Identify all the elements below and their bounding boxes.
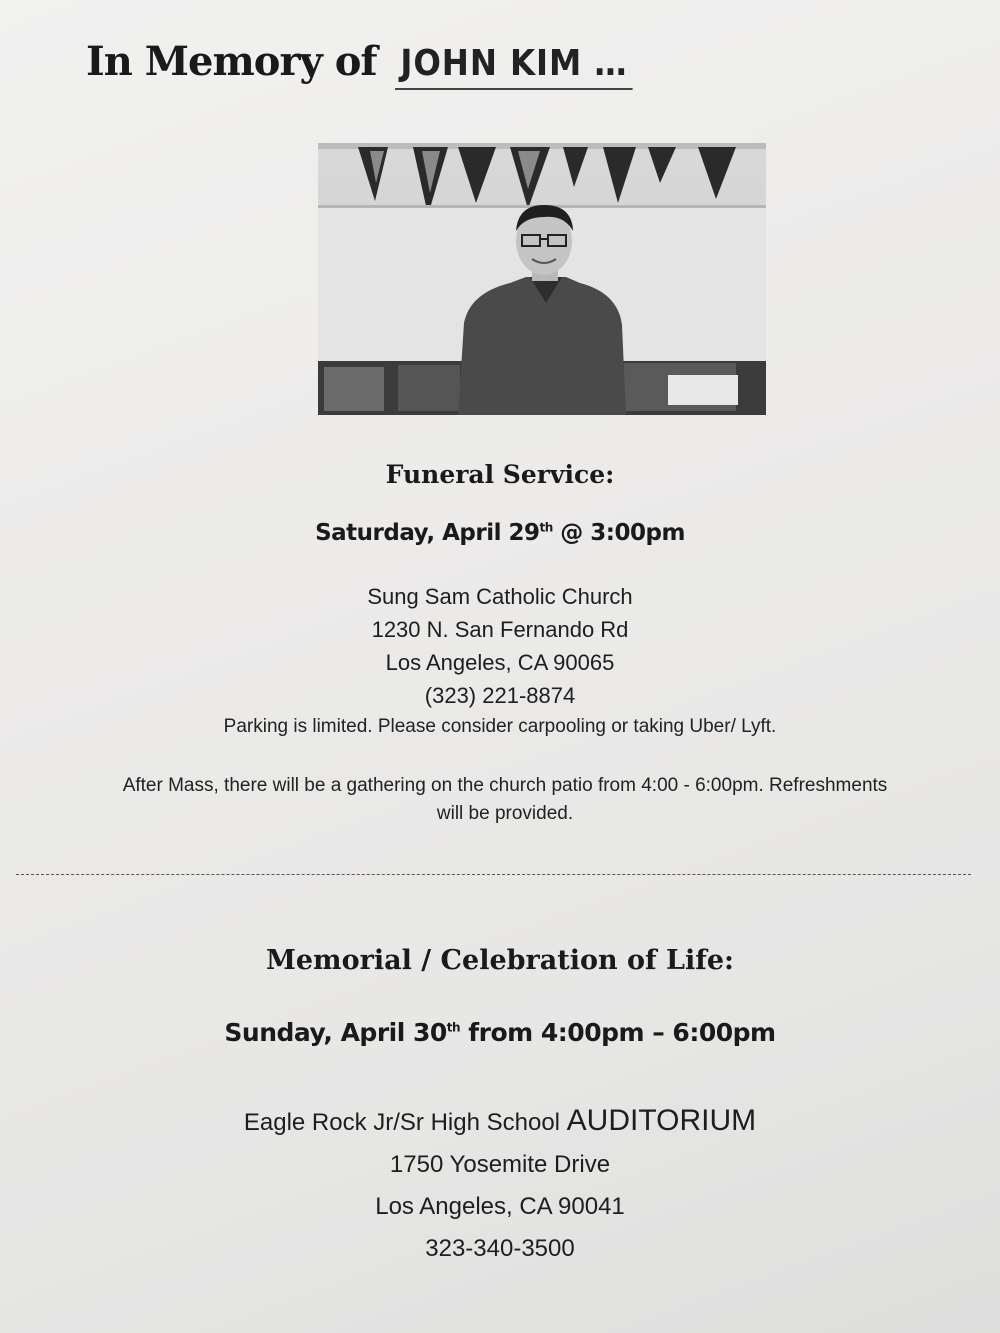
parking-note: Parking is limited. Please consider carpooling or taking Uber/ Lyft. <box>223 716 777 737</box>
funeral-venue: Sung Sam Catholic Church <box>367 584 633 609</box>
memorial-venue-emphasis: AUDITORIUM <box>566 1104 757 1137</box>
funeral-date-time: @ 3:00pm <box>552 520 685 546</box>
page-title <box>86 38 659 90</box>
memorial-heading: Memorial / Celebration of Life: <box>265 945 735 976</box>
funeral-phone: (323) 221-8874 <box>424 683 576 708</box>
memorial-phone: 323-340-3500 <box>425 1235 575 1262</box>
section-divider <box>16 874 971 875</box>
memorial-name: JOHN KIM … <box>395 43 633 90</box>
memorial-city: Los Angeles, CA 90041 <box>375 1193 625 1220</box>
after-mass-line-2: will be provided. <box>436 803 574 824</box>
funeral-date-day: Saturday, April 29 <box>315 520 540 546</box>
photo-illustration <box>318 143 766 415</box>
funeral-heading: Funeral Service: <box>385 460 615 489</box>
funeral-date-suffix: th <box>539 520 553 535</box>
funeral-street: 1230 N. San Fernando Rd <box>371 617 629 642</box>
memorial-street: 1750 Yosemite Drive <box>389 1151 611 1178</box>
memorial-photo <box>318 143 766 415</box>
memorial-date-suffix: th <box>446 1020 461 1035</box>
memorial-venue-line <box>0 1100 1000 1144</box>
after-mass-line-1: After Mass, there will be a gathering on the church patio from 4:00 - 6:00pm. Refreshments <box>122 775 888 796</box>
memorial-date-day: Sunday, April 30 <box>224 1018 447 1047</box>
title-prefix: In Memory of <box>86 38 377 85</box>
funeral-city: Los Angeles, CA 90065 <box>385 650 615 675</box>
memorial-date <box>0 1018 1000 1047</box>
after-mass-note <box>40 772 970 828</box>
memorial-address <box>0 1100 1000 1270</box>
funeral-address <box>0 580 1000 712</box>
memorial-venue: Eagle Rock Jr/Sr High School <box>243 1109 567 1136</box>
memorial-date-time: from 4:00pm – 6:00pm <box>460 1018 776 1047</box>
funeral-date <box>0 520 1000 546</box>
